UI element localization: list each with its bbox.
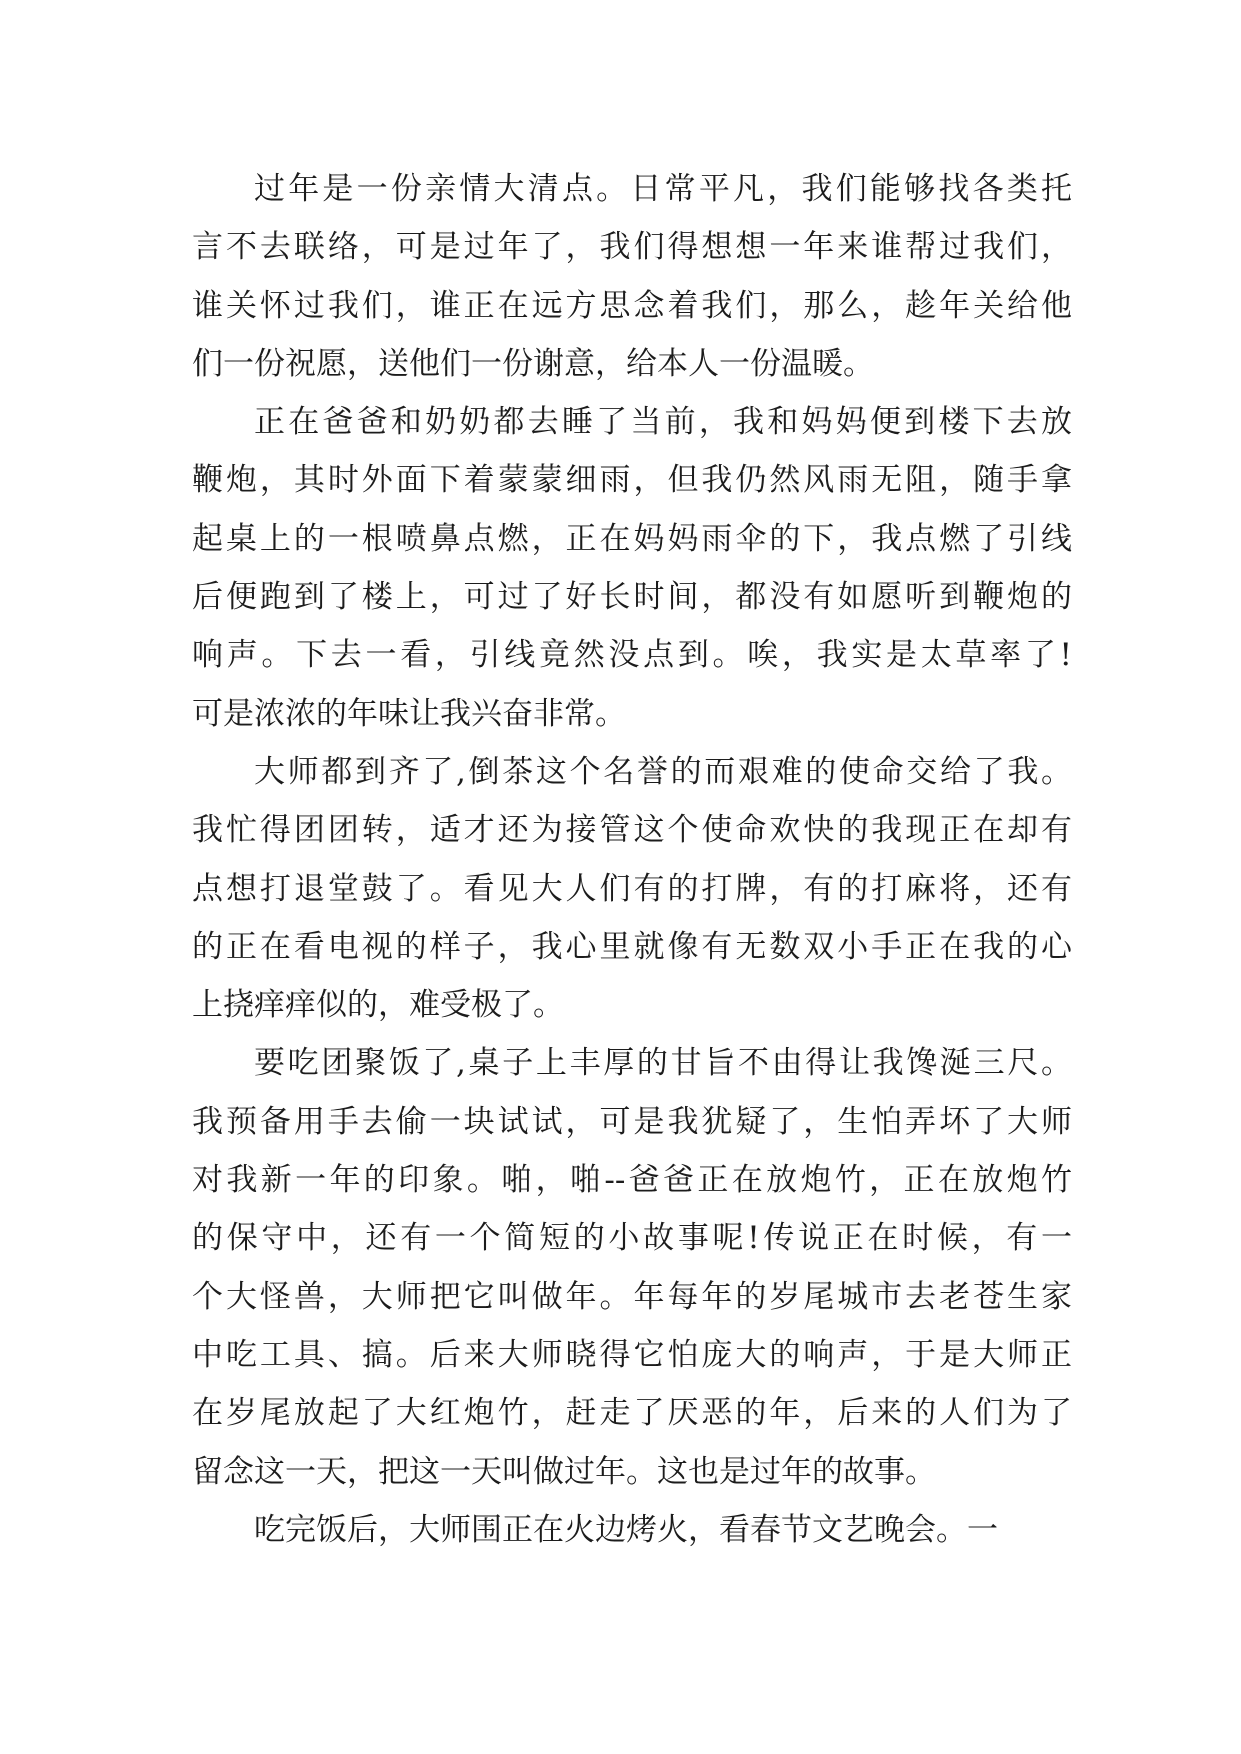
paragraph	[192, 160, 1072, 393]
text-line: 个大怪兽，大师把它叫做年。年每年的岁尾城市去老苍生家	[192, 1278, 1072, 1315]
text-line: 在岁尾放起了大红炮竹，赶走了厌恶的年，后来的人们为了	[192, 1395, 1072, 1432]
paragraph	[192, 1034, 1072, 1500]
text-line: 的保守中，还有一个简短的小故事呢!传说正在时候，有一	[192, 1220, 1072, 1257]
text-line: 上挠痒痒似的，难受极了。	[192, 987, 564, 1024]
text-line: 留念这一天，把这一天叫做过年。这也是过年的故事。	[192, 1453, 936, 1490]
text-line: 大师都到齐了,倒茶这个名誉的而艰难的使命交给了我。	[254, 753, 1072, 790]
text-line: 对我新一年的印象。啪，啪--爸爸正在放炮竹，正在放炮竹	[192, 1162, 1072, 1199]
body-text	[192, 160, 1072, 1559]
text-line: 鞭炮，其时外面下着蒙蒙细雨，但我仍然风雨无阻，随手拿	[192, 462, 1072, 499]
text-line: 言不去联络，可是过年了，我们得想想一年来谁帮过我们，	[192, 229, 1072, 266]
text-line: 们一份祝愿，送他们一份谢意，给本人一份温暖。	[192, 345, 874, 382]
text-line: 正在爸爸和奶奶都去睡了当前，我和妈妈便到楼下去放	[254, 404, 1072, 441]
text-line: 后便跑到了楼上，可过了好长时间，都没有如愿听到鞭炮的	[192, 579, 1072, 616]
text-line: 要吃团聚饭了,桌子上丰厚的甘旨不由得让我馋涎三尺。	[254, 1045, 1072, 1082]
text-line: 吃完饭后，大师围正在火边烤火，看春节文艺晚会。一	[254, 1511, 998, 1548]
text-line: 可是浓浓的年味让我兴奋非常。	[192, 695, 626, 732]
text-line: 响声。下去一看，引线竟然没点到。唉，我实是太草率了!	[192, 637, 1072, 674]
text-line: 我忙得团团转，适才还为接管这个使命欢快的我现正在却有	[192, 812, 1072, 849]
paragraph	[192, 1501, 1072, 1559]
paragraph	[192, 393, 1072, 743]
text-line: 的正在看电视的样子，我心里就像有无数双小手正在我的心	[192, 928, 1072, 965]
text-line: 起桌上的一根喷鼻点燃，正在妈妈雨伞的下，我点燃了引线	[192, 520, 1072, 557]
text-line: 中吃工具、搞。后来大师晓得它怕庞大的响声，于是大师正	[192, 1336, 1072, 1373]
paragraph	[192, 743, 1072, 1034]
text-line: 谁关怀过我们，谁正在远方思念着我们，那么，趁年关给他	[192, 287, 1072, 324]
text-line: 点想打退堂鼓了。看见大人们有的打牌，有的打麻将，还有	[192, 870, 1072, 907]
text-line: 我预备用手去偷一块试试，可是我犹疑了，生怕弄坏了大师	[192, 1103, 1072, 1140]
text-line: 过年是一份亲情大清点。日常平凡，我们能够找各类托	[254, 171, 1072, 207]
